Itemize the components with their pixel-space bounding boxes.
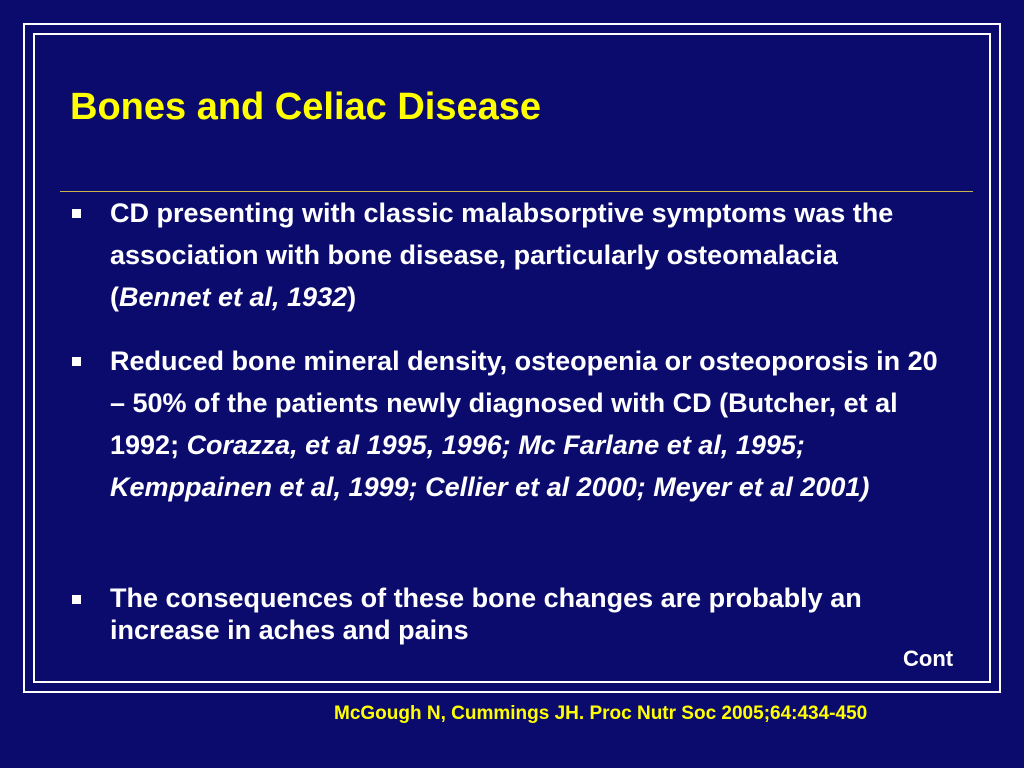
square-bullet-icon	[72, 357, 81, 366]
bullet-item-2	[72, 340, 942, 508]
bullet-text-regular: )	[347, 282, 357, 312]
square-bullet-icon	[72, 209, 81, 218]
bullet-text: The consequences of these bone changes are probably an increase in aches and pains	[110, 583, 862, 645]
bullet-text	[110, 340, 942, 508]
bullet-text-citation: Bennet et al, 1932	[119, 282, 348, 312]
square-bullet-icon	[72, 595, 81, 604]
continued-label: Cont	[903, 646, 954, 671]
source-citation: McGough N, Cummings JH. Proc Nutr Soc 2005;64:434-450	[334, 703, 868, 724]
bullet-item-3	[72, 582, 942, 646]
bullet-item-1	[72, 192, 942, 318]
bullet-text-regular: Reduced bone mineral density, osteopenia or osteoporosis in 20 – 50% of the patients newly diagnosed with CD (Butcher, et al 1992;	[110, 346, 938, 460]
bullet-text-regular: CD presenting with classic malabsorptive symptoms was the association with bone disease, particularly osteomalacia (	[110, 198, 894, 312]
bullet-text	[110, 192, 942, 318]
bullet-text-citation: Corazza, et al 1995, 1996; Mc Farlane et al, 1995; Kemppainen et al, 1999; Cellier et al 2000; Meyer et al 2001)	[110, 430, 870, 502]
slide-title: Bones and Celiac Disease	[70, 86, 541, 128]
